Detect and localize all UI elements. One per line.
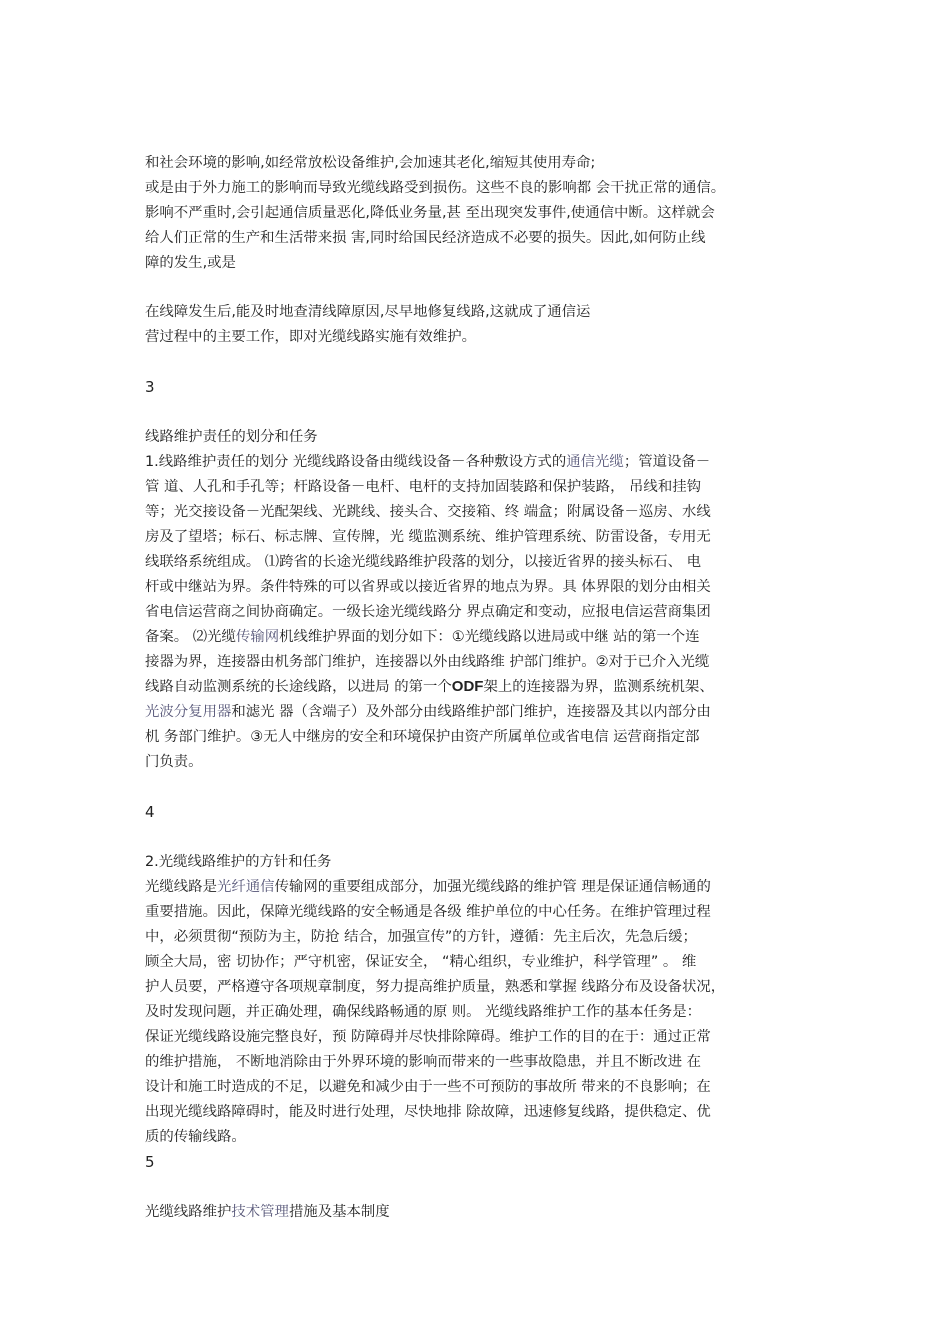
paragraph-line: 营过程中的主要工作，即对光缆线路实施有效维护。	[145, 329, 476, 345]
paragraph-line: 给人们正常的生产和生活带来损 害,同时给国民经济造成不必要的损失。因此,如何防止线	[145, 230, 706, 246]
paragraph-line: 接器为界，连接器由机务部门维护，连接器以外由线路维 护部门维护。②对于已介入光缆	[145, 654, 710, 670]
link-wdm[interactable]: 光波分复用器	[145, 704, 232, 720]
paragraph-line: 及时发现问题，并正确处理，确保线路畅通的原 则。 光缆线路维护工作的基本任务是：	[145, 1004, 701, 1020]
paragraph-line: 质的传输线路。	[145, 1129, 246, 1145]
link-fiber-communication[interactable]: 光纤通信	[216, 879, 275, 895]
paragraph-line: 管 道、人孔和手孔等；杆路设备－电杆、电杆的支持加固装路和保护装路， 吊线和挂钩	[145, 479, 701, 495]
section-title: 线路维护责任的划分和任务	[145, 429, 318, 445]
section-title: 2.光缆线路维护的方针和任务	[145, 854, 332, 870]
paragraph-line: 备案。 ⑵光缆传输网机线维护界面的划分如下：①光缆线路以进局或中继 站的第一个连	[145, 629, 700, 645]
paragraph-line: 设计和施工时造成的不足，以避免和减少由于一些不可预防的事故所 带来的不良影响；在	[145, 1079, 711, 1095]
link-transmission-network[interactable]: 传输网	[235, 629, 280, 645]
paragraph-line: 门负责。	[145, 754, 203, 770]
paragraph-line: 光缆线路是光纤通信传输网的重要组成部分，加强光缆线路的维护管 理是保证通信畅通的	[145, 879, 711, 895]
paragraph-line: 机 务部门维护。③无人中继房的安全和环境保护由资产所属单位或省电信 运营商指定部	[145, 729, 700, 745]
section-title: 光缆线路维护技术管理措施及基本制度	[145, 1204, 390, 1220]
paragraph-line: 光波分复用器和滤光 器（含端子）及外部分由线路维护部门维护，连接器及其以内部分由	[145, 704, 711, 720]
paragraph-line: 房及了望塔；标石、标志牌、宣传牌，光 缆监测系统、维护管理系统、防雷设备，专用无	[145, 529, 711, 545]
link-optical-cable[interactable]: 通信光缆	[566, 454, 624, 470]
paragraph-line: 线路自动监测系统的长途线路，以进局 的第一个ODF架上的连接器为界，监测系统机架、	[145, 678, 714, 695]
paragraph-line: 和社会环境的影响,如经常放松设备维护,会加速其老化,缩短其使用寿命;	[145, 155, 596, 171]
paragraph-line: 线联络系统组成。 ⑴跨省的长途光缆线路维护段落的划分，以接近省界的接头标石、 电	[145, 554, 701, 570]
paragraph-line: 影响不严重时,会引起通信质量恶化,降低业务量,甚 至出现突发事件,使通信中断。这样就会	[145, 205, 715, 221]
paragraph-line: 在线障发生后,能及时地查清线障原因,尽早地修复线路,这就成了通信运	[145, 304, 591, 320]
paragraph-line: 或是由于外力施工的影响而导致光缆线路受到损伤。这些不良的影响都 会干扰正常的通信。	[145, 180, 726, 196]
paragraph-line: 顾全大局，密 切协作；严守机密，保证安全， “精心组织，专业维护，科学管理” 。 维	[145, 954, 697, 970]
paragraph-line: 杆或中继站为界。条件特殊的可以省界或以接近省界的地点为界。具 体界限的划分由相关	[145, 579, 711, 595]
paragraph-line: 护人员要，严格遵守各项规章制度，努力提高维护质量，熟悉和掌握 线路分布及设备状况，	[145, 979, 726, 995]
section-number: 3	[145, 378, 155, 396]
paragraph-line: 等；光交接设备－光配架线、光跳线、接头合、交接箱、终 端盒；附属设备－巡房、水线	[145, 504, 711, 520]
paragraph-line: 障的发生,或是	[145, 255, 236, 271]
section-number: 5	[145, 1153, 155, 1171]
paragraph-line: 1.线路维护责任的划分 光缆线路设备由缆线设备－各种敷设方式的通信光缆；管道设备－	[145, 454, 711, 470]
paragraph-line: 省电信运营商之间协商确定。一级长途光缆线路分 界点确定和变动，应报电信运营商集团	[145, 604, 711, 620]
paragraph-line: 中，必须贯彻“预防为主，防抢 结合，加强宣传”的方针，遵循：先主后次，先急后缓；	[145, 929, 697, 945]
link-technical-management[interactable]: 技术管理	[231, 1204, 289, 1220]
section-number: 4	[145, 803, 155, 821]
paragraph-line: 重要措施。因此，保障光缆线路的安全畅通是各级 维护单位的中心任务。在维护管理过程	[145, 904, 711, 920]
paragraph-line: 的维护措施， 不断地消除由于外界环境的影响而带来的一些事故隐患，并且不断改进 在	[145, 1054, 701, 1070]
paragraph-line: 保证光缆线路设施完整良好，预 防障碍并尽快排除障碍。维护工作的目的在于：通过正常	[145, 1029, 711, 1045]
paragraph-line: 出现光缆线路障碍时，能及时进行处理，尽快地排 除故障，迅速修复线路，提供稳定、优	[145, 1104, 711, 1120]
